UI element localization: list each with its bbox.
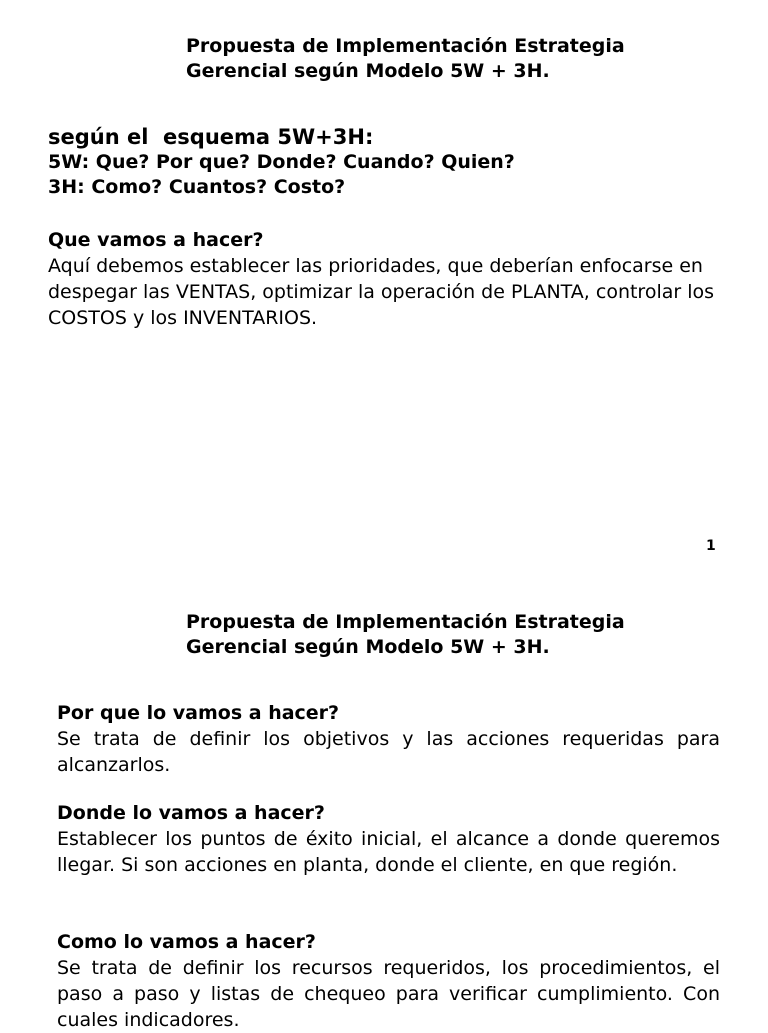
section-heading: Donde lo vamos a hacer? <box>57 802 325 824</box>
scheme-3h-line: 3H: Como? Cuantos? Costo? <box>48 176 346 198</box>
page-title <box>186 610 625 660</box>
scheme-5w-line: 5W: Que? Por que? Donde? Cuando? Quien? <box>48 151 515 173</box>
page-title-line-1: Propuesta de Implementación Estrategia <box>186 611 625 633</box>
page-number: 1 <box>706 538 716 554</box>
section-heading: Por que lo vamos a hacer? <box>57 702 340 724</box>
section-body: Aquí debemos establecer las prioridades, que deberían enfocarse en despegar las VENTAS, optimizar la operación de PLANTA, controlar los COSTOS y los INVENTARIOS. <box>48 255 715 329</box>
page-title <box>186 34 625 84</box>
section-body: Establecer los puntos de éxito inicial, el alcance a donde queremos llegar. Si son acciones en planta, donde el cliente, en que región. <box>57 828 720 876</box>
section-body: Se trata de definir los recursos requeridos, los procedimientos, el paso a paso y listas de chequeo para verificar cumplimiento. Con cuales indicadores. <box>57 957 720 1031</box>
page-title-line-1: Propuesta de Implementación Estrategia <box>186 35 625 57</box>
section-heading: Como lo vamos a hacer? <box>57 931 316 953</box>
section-how <box>57 929 720 1033</box>
scheme-heading: según el esquema 5W+3H: <box>48 125 374 149</box>
page-title-line-2: Gerencial según Modelo 5W + 3H. <box>186 60 550 82</box>
section-where <box>57 800 720 878</box>
section-body: Se trata de definir los objetivos y las acciones requeridas para alcanzarlos. <box>57 728 720 776</box>
section-why <box>57 700 720 778</box>
section-heading: Que vamos a hacer? <box>48 229 264 251</box>
page-title-line-2: Gerencial según Modelo 5W + 3H. <box>186 636 550 658</box>
section-what <box>48 227 728 331</box>
document-page-2 <box>0 560 768 1031</box>
